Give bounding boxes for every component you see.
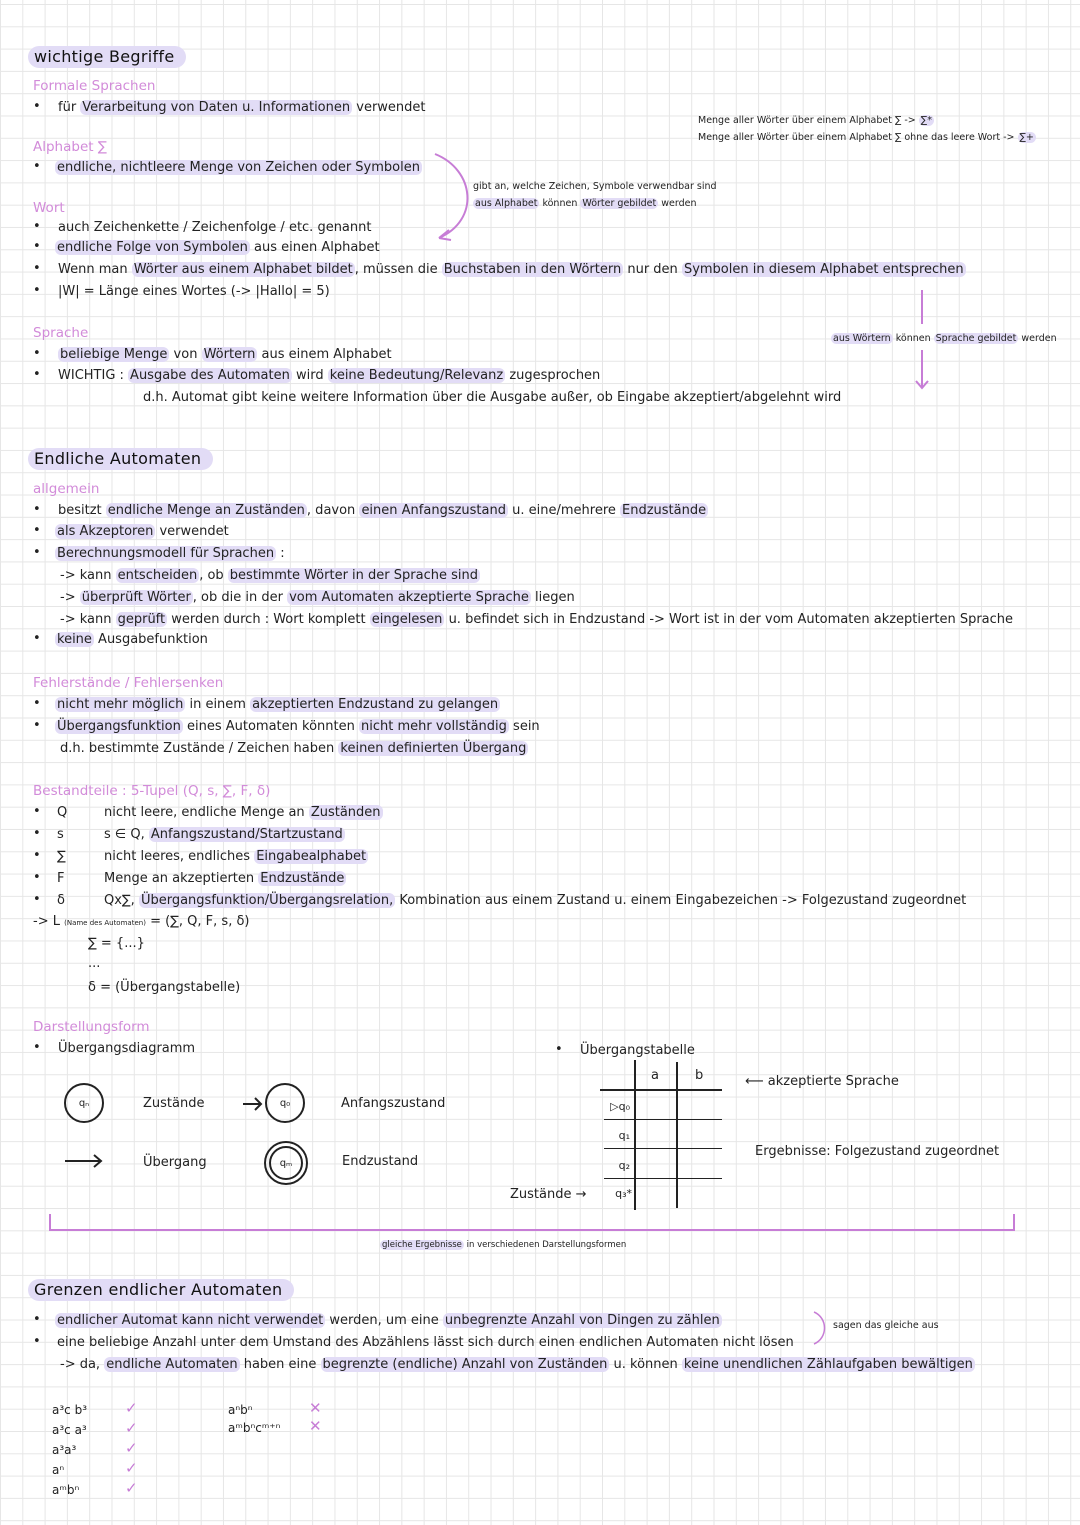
text-line <box>55 523 229 541</box>
text-segment: Ausgabefunktion <box>93 632 208 647</box>
heading-fehlerstaende: Fehlerstände / Fehlersenken <box>33 675 224 691</box>
label-zustaende: Zustände <box>143 1096 205 1111</box>
bullet: • <box>33 545 41 560</box>
arrow-down-icon <box>914 350 930 392</box>
heading-bestandteile: Bestandteile : 5-Tupel (Q, s, ∑, F, δ) <box>33 783 271 799</box>
text-line <box>55 545 285 563</box>
highlighted-text: Sprache gebildet <box>935 333 1017 344</box>
bullet: • <box>33 239 41 254</box>
label-uebergang: Übergang <box>143 1155 207 1170</box>
tuple-description <box>104 870 346 888</box>
diagram-label: Übergangsdiagramm <box>58 1041 196 1056</box>
bullet: • <box>33 848 41 863</box>
text-segment: nicht leere, endliche Menge an <box>104 805 309 820</box>
table-row-header: q₃* <box>615 1187 632 1200</box>
label-zustaende-arrow: Zustände → <box>510 1187 587 1202</box>
transition-arrow-icon <box>65 1154 105 1168</box>
highlighted-text: keine Bedeutung/Relevanz <box>329 368 504 383</box>
text-segment: nicht leeres, endliches <box>104 849 255 864</box>
bullet: • <box>33 804 41 819</box>
text-line <box>60 740 528 758</box>
table-row-header: q₁ <box>618 1129 630 1142</box>
tuple-description <box>104 892 966 910</box>
text-segment: d.h. bestimmte Zustände / Zeichen haben <box>60 741 339 756</box>
text-line <box>55 631 208 649</box>
example-accepted: a³c a³ <box>52 1423 87 1437</box>
check-icon: ✓ <box>125 1459 138 1477</box>
text-line <box>60 589 575 607</box>
bullet: • <box>33 283 41 298</box>
text-line <box>55 718 540 736</box>
bullet: • <box>33 1040 41 1055</box>
text-segment: Kombination aus einem Zustand u. einem Eingabezeichen -> Folgezustand zugeordnet <box>395 893 967 908</box>
table-line <box>604 1119 722 1120</box>
note-sigma-star <box>698 112 934 130</box>
text-line <box>60 567 480 585</box>
highlighted-text: aus Wörtern <box>833 333 891 344</box>
bullet: • <box>33 346 41 361</box>
heading-sprache: Sprache <box>33 325 89 341</box>
highlighted-text: Buchstaben in den Wörtern <box>443 262 622 277</box>
text-segment: WICHTIG : <box>58 368 129 383</box>
label-ergebnisse: Ergebnisse: Folgezustand zugeordnet <box>755 1144 1000 1159</box>
end-state-circle: qₘ <box>264 1141 308 1185</box>
heading-darstellungsform: Darstellungsform <box>33 1019 150 1035</box>
highlighted-text: gleiche Ergebnisse <box>382 1240 462 1250</box>
tuple-description <box>104 804 383 822</box>
highlighted-text: einen Anfangszustand <box>361 503 506 518</box>
text-segment: Menge aller Wörter über einem Alphabet ∑ ohne das leere Wort -> <box>698 132 1018 143</box>
text-segment: Menge aller Wörter über einem Alphabet ∑ -> <box>698 115 919 126</box>
note-sigma-plus <box>698 129 1036 147</box>
bullet: • <box>33 99 41 114</box>
text-line <box>58 502 708 520</box>
formula-delta: δ = (Übergangstabelle) <box>88 980 241 995</box>
start-arrow-icon <box>243 1097 265 1111</box>
text-segment: -> <box>60 590 80 605</box>
state-circle: qₙ <box>64 1083 104 1123</box>
heading-alphabet: Alphabet ∑ <box>33 139 107 155</box>
table-col-header: b <box>695 1068 704 1083</box>
highlighted-text: Ausgabe des Automaten <box>130 368 290 383</box>
brace-icon <box>812 1310 832 1346</box>
check-icon: ✓ <box>125 1439 138 1457</box>
text-segment: werden <box>1018 333 1057 344</box>
highlighted-text: begrenzte (endliche) Anzahl von Zuständen <box>322 1357 608 1372</box>
text-segment: , ob die in der <box>192 590 288 605</box>
bullet: • <box>33 870 41 885</box>
text-segment: besitzt <box>58 503 106 518</box>
table-line <box>604 1148 722 1149</box>
highlighted-text: akzeptierten Endzustand zu gelangen <box>252 697 499 712</box>
label-endzustand: Endzustand <box>342 1154 419 1169</box>
text-segment: verwendet <box>155 524 229 539</box>
bracket <box>48 1212 1020 1234</box>
text-segment: Menge an akzeptierten <box>104 871 259 886</box>
text-segment: können <box>892 333 934 344</box>
highlighted-text: überprüft Wörter <box>81 590 191 605</box>
label-anfangszustand: Anfangszustand <box>341 1096 446 1111</box>
text-segment: eine beliebige Anzahl unter dem Umstand des Abzählens lässt sich durch einen endlichen Automaten nicht lösen <box>57 1335 794 1350</box>
bullet: • <box>33 523 41 538</box>
example-accepted: aᵐbⁿ <box>52 1483 80 1497</box>
bullet: • <box>33 826 41 841</box>
formula-ellipsis: ... <box>88 956 101 971</box>
start-state-circle: q₀ <box>265 1083 305 1123</box>
heading-formale-sprachen: Formale Sprachen <box>33 78 156 94</box>
text-segment: d.h. Automat gibt keine weitere Information über die Ausgabe außer, ob Eingabe akzeptiert/abgelehnt wird <box>143 390 842 405</box>
text-segment: zugesprochen <box>505 368 601 383</box>
text-segment: eines Automaten könnten <box>182 719 359 734</box>
text-segment: aus einen Alphabet <box>249 240 380 255</box>
highlighted-text: entscheiden <box>117 568 198 583</box>
sprache-note <box>831 330 1057 348</box>
text-line <box>58 283 330 301</box>
highlighted-text: nicht mehr möglich <box>57 697 184 712</box>
section-title-wichtige-begriffe: wichtige Begriffe <box>28 46 186 68</box>
text-segment: |W| = Länge eines Wortes (-> |Hallo| = 5) <box>58 284 330 299</box>
text-segment: werden, um eine <box>325 1313 443 1328</box>
highlighted-text: vom Automaten akzeptierte Sprache <box>289 590 529 605</box>
section-title-endliche-automaten: Endliche Automaten <box>28 448 213 470</box>
text-line <box>143 389 841 407</box>
table-line <box>604 1178 722 1179</box>
highlighted-text: endliche Folge von Symbolen <box>57 240 248 255</box>
text-segment: wird <box>291 368 328 383</box>
highlighted-text: keine <box>57 632 92 647</box>
bullet: • <box>33 261 41 276</box>
text-segment: , müssen die <box>354 262 442 277</box>
highlighted-text: Zuständen <box>310 805 381 820</box>
highlighted-text: geprüft <box>117 612 166 627</box>
text-segment: s ∈ Q, <box>104 827 149 842</box>
tuple-symbol: Q <box>57 805 68 820</box>
text-line <box>58 346 392 364</box>
text-segment: : <box>276 546 285 561</box>
table-label: Übergangstabelle <box>580 1043 695 1058</box>
text-segment: -> kann <box>60 612 116 627</box>
text-segment: liegen <box>530 590 575 605</box>
formula-part: = (∑, Q, F, s, δ) <box>150 914 250 929</box>
example-not-accepted: aᵐbⁿcᵐ⁺ⁿ <box>228 1421 281 1435</box>
highlighted-text: Endzustände <box>622 503 707 518</box>
table-col-header: a <box>651 1068 659 1083</box>
text-segment: u. können <box>609 1357 682 1372</box>
text-segment: können <box>539 198 581 209</box>
bullet: • <box>555 1042 563 1057</box>
highlighted-text: Anfangszustand/Startzustand <box>150 827 343 842</box>
tuple-symbol: ∑ <box>57 849 66 864</box>
bullet: • <box>33 1334 41 1349</box>
text-segment: haben eine <box>239 1357 321 1372</box>
check-icon: ✓ <box>125 1419 138 1437</box>
table-line <box>600 1089 722 1091</box>
text-line <box>55 1312 722 1330</box>
highlighted-text: Wörter gebildet <box>582 198 657 209</box>
bullet: • <box>33 502 41 517</box>
tuple-symbol: δ <box>57 893 65 908</box>
cross-icon: ✕ <box>309 1417 322 1435</box>
tuple-symbol: s <box>57 827 64 842</box>
text-segment: -> kann <box>60 568 116 583</box>
check-icon: ✓ <box>125 1479 138 1497</box>
text-line <box>58 99 426 117</box>
text-segment: Wenn man <box>58 262 132 277</box>
section-title-grenzen: Grenzen endlicher Automaten <box>28 1279 294 1301</box>
text-segment: auch Zeichenkette / Zeichenfolge / etc. genannt <box>58 220 372 235</box>
divider <box>921 290 923 324</box>
highlighted-text: endlicher Automat kann nicht verwendet <box>57 1313 324 1328</box>
highlighted-text: als Akzeptoren <box>57 524 154 539</box>
example-accepted: a³c b³ <box>52 1403 88 1417</box>
highlighted-text: aus Alphabet <box>475 198 538 209</box>
text-segment: Qx∑, <box>104 893 139 908</box>
text-segment: aus einem Alphabet <box>257 347 392 362</box>
highlighted-text: eingelesen <box>371 612 443 627</box>
bullet: • <box>33 1312 41 1327</box>
formula-L <box>33 913 250 932</box>
label-akzeptierte-sprache: ⟵ akzeptierte Sprache <box>745 1074 899 1089</box>
text-segment: , ob <box>199 568 228 583</box>
highlighted-text: endliche Menge an Zuständen <box>107 503 305 518</box>
bullet: • <box>33 718 41 733</box>
text-segment: u. eine/mehrere <box>508 503 621 518</box>
text-segment: von <box>169 347 202 362</box>
text-segment: nur den <box>623 262 682 277</box>
bullet: • <box>33 892 41 907</box>
bullet: • <box>33 159 41 174</box>
text-line <box>55 239 380 257</box>
tuple-symbol: F <box>57 871 65 886</box>
brace-note: sagen das gleiche aus <box>833 1320 939 1331</box>
text-segment: für <box>58 100 81 115</box>
tuple-description <box>104 848 368 866</box>
highlighted-text: endliche, nichtleere Menge von Zeichen oder Symbolen <box>57 160 420 175</box>
example-accepted: aⁿ <box>52 1463 65 1477</box>
table-line <box>634 1060 636 1210</box>
text-segment: in einem <box>185 697 251 712</box>
text-line <box>58 367 600 385</box>
highlighted-text: Endzustände <box>260 871 345 886</box>
arrow-note <box>473 178 717 196</box>
heading-allgemein: allgemein <box>33 481 100 497</box>
highlighted-text: beliebige Menge <box>60 347 168 362</box>
text-segment: in verschiedenen Darstellungsformen <box>463 1240 627 1250</box>
text-segment: , davon <box>306 503 360 518</box>
check-icon: ✓ <box>125 1399 138 1417</box>
highlighted-text: keine unendlichen Zählaufgaben bewältigen <box>683 1357 973 1372</box>
text-line <box>58 261 966 279</box>
text-segment: werden <box>658 198 697 209</box>
text-line <box>58 219 371 237</box>
highlighted-text: keinen definierten Übergang <box>340 741 527 756</box>
text-line <box>60 1356 975 1374</box>
example-accepted: a³a³ <box>52 1443 77 1457</box>
text-segment: sein <box>508 719 540 734</box>
text-line <box>57 1334 794 1352</box>
bullet: • <box>33 367 41 382</box>
example-not-accepted: aⁿbⁿ <box>228 1403 253 1417</box>
highlighted-text: Wörtern <box>203 347 256 362</box>
bullet: • <box>33 219 41 234</box>
formula-subscript: (Name des Automaten) <box>64 919 146 927</box>
text-segment: gibt an, welche Zeichen, Symbole verwendbar sind <box>473 181 717 192</box>
table-line <box>676 1062 678 1208</box>
highlighted-text: ∑* <box>920 115 932 126</box>
highlighted-text: ∑+ <box>1019 132 1034 143</box>
highlighted-text: Wörter aus einem Alphabet bildet <box>133 262 353 277</box>
cross-icon: ✕ <box>309 1399 322 1417</box>
highlighted-text: unbegrenzte Anzahl von Dingen zu zählen <box>444 1313 720 1328</box>
arrow-note <box>473 195 697 213</box>
tuple-description <box>104 826 345 844</box>
text-segment: u. befindet sich in Endzustand -> Wort ist in der vom Automaten akzeptierten Sprache <box>444 612 1014 627</box>
highlighted-text: Übergangsfunktion <box>57 719 181 734</box>
bracket-caption <box>380 1236 626 1254</box>
highlighted-text: Berechnungsmodell für Sprachen <box>57 546 275 561</box>
text-segment: -> da, <box>60 1357 105 1372</box>
text-line <box>60 611 1013 629</box>
table-row-header: q₂ <box>618 1159 630 1172</box>
heading-wort: Wort <box>33 200 65 216</box>
formula-sigma: ∑ = {...} <box>88 936 145 951</box>
highlighted-text: endliche Automaten <box>106 1357 238 1372</box>
highlighted-text: Symbolen in diesem Alphabet entsprechen <box>683 262 964 277</box>
table-row-header: ▷q₀ <box>610 1100 630 1113</box>
bullet: • <box>33 696 41 711</box>
highlighted-text: nicht mehr vollständig <box>361 719 507 734</box>
highlighted-text: Übergangsfunktion/Übergangsrelation, <box>140 893 394 908</box>
highlighted-text: bestimmte Wörter in der Sprache sind <box>229 568 478 583</box>
text-line <box>55 159 422 177</box>
bullet: • <box>33 631 41 646</box>
text-line <box>55 696 500 714</box>
highlighted-text: Verarbeitung von Daten u. Informationen <box>82 100 351 115</box>
text-segment: werden durch : Wort komplett <box>167 612 370 627</box>
highlighted-text: Eingabealphabet <box>256 849 367 864</box>
formula-part: -> L <box>33 914 60 929</box>
text-segment: verwendet <box>352 100 426 115</box>
